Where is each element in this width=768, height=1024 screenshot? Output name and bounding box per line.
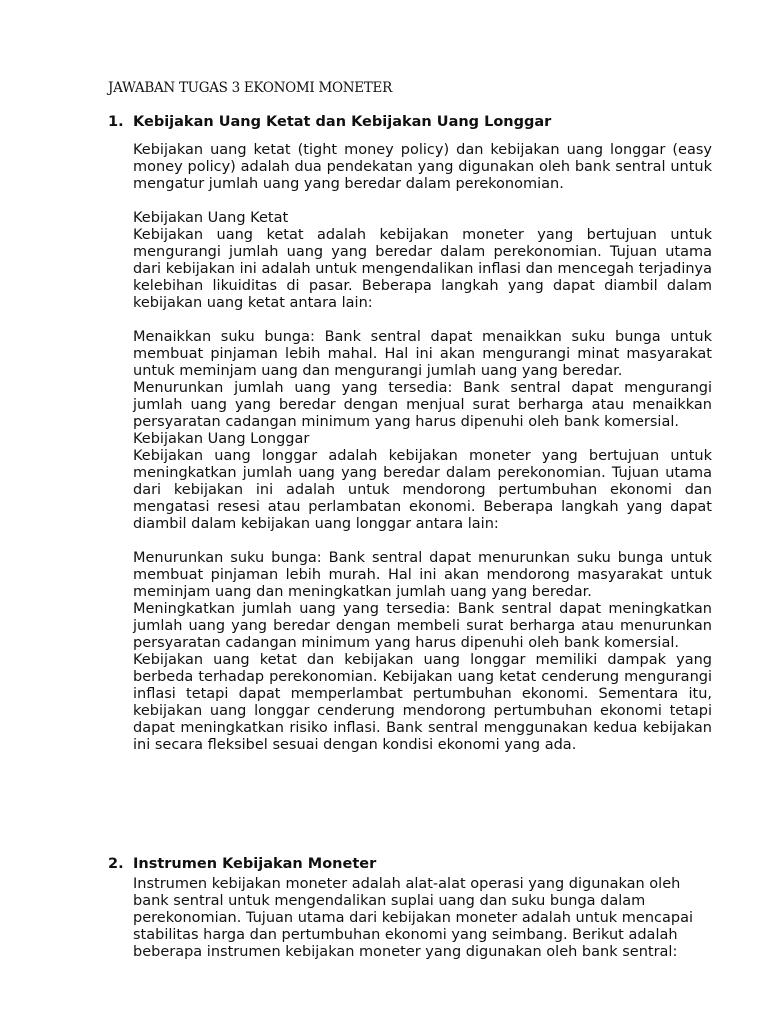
section-2-number: 2.: [108, 856, 124, 872]
ketat-step-jumlah-uang: Menurunkan jumlah uang yang tersedia: Bank sentral dapat mengurangi jumlah uang yang beredar dengan menjual surat berharga atau menaikkan persyaratan cadangan minimum yang harus dipenuhi oleh bank komersial.: [133, 380, 712, 430]
document-title: JAWABAN TUGAS 3 EKONOMI MONETER: [108, 80, 392, 96]
subheading-uang-ketat: Kebijakan Uang Ketat: [133, 210, 289, 226]
uang-longgar-paragraph: Kebijakan uang longgar adalah kebijakan moneter yang bertujuan untuk meningkatkan jumlah uang yang beredar dalam perekonomian. Tujuan utama dari kebijakan ini adalah untuk mendorong pertumbuhan ekonomi dan mengatasi resesi atau perlambatan ekonomi. Beberapa langkah yang dapat diambil dalam kebijakan uang longgar antara lain:: [133, 448, 712, 532]
subheading-uang-longgar: Kebijakan Uang Longgar: [133, 431, 310, 447]
ketat-step-suku-bunga: Menaikkan suku bunga: Bank sentral dapat menaikkan suku bunga untuk membuat pinjaman lebih mahal. Hal ini akan mengurangi minat masyarakat untuk meminjam uang dan mengurangi jumlah uang yang beredar.: [133, 329, 712, 379]
paragraph-spacer: [133, 193, 712, 210]
section-2-title: Instrumen Kebijakan Moneter: [133, 856, 377, 872]
intro-paragraph: Kebijakan uang ketat (tight money policy) dan kebijakan uang longgar (easy money policy) adalah dua pendekatan yang digunakan oleh bank sentral untuk mengatur jumlah uang yang beredar dalam perekonomian.: [133, 142, 712, 192]
instrumen-paragraph: Instrumen kebijakan moneter adalah alat-alat operasi yang digunakan oleh bank sentral untuk mengendalikan suplai uang dan suku bunga dalam perekonomian. Tujuan utama dari kebijakan moneter adalah untuk mencapai stabilitas harga dan pertumbuhan ekonomi yang seimbang. Berikut adalah beberapa instrumen kebijakan moneter yang digunakan oleh bank sentral:: [133, 876, 693, 960]
paragraph-spacer: [133, 312, 712, 329]
longgar-step-jumlah-uang: Meningkatkan jumlah uang yang tersedia: Bank sentral dapat meningkatkan jumlah uang yang beredar dengan membeli surat berharga atau menurunkan persyaratan cadangan minimum yang harus dipenuhi oleh bank komersial.: [133, 601, 712, 651]
conclusion-paragraph: Kebijakan uang ketat dan kebijakan uang longgar memiliki dampak yang berbeda terhadap perekonomian. Kebijakan uang ketat cenderung mengurangi inflasi tetapi dapat memperlambat pertumbuhan ekonomi. Sementara itu, kebijakan uang longgar cenderung mendorong pertumbuhan ekonomi tetapi dapat meningkatkan risiko inflasi. Bank sentral menggunakan kedua kebijakan ini secara fleksibel sesuai dengan kondisi ekonomi yang ada.: [133, 652, 712, 753]
section-1-title: Kebijakan Uang Ketat dan Kebijakan Uang Longgar: [133, 114, 552, 130]
section-2-heading: [108, 856, 376, 873]
section-1-number: 1.: [108, 114, 124, 130]
section-1-body: [133, 142, 712, 754]
longgar-step-suku-bunga: Menurunkan suku bunga: Bank sentral dapat menurunkan suku bunga untuk membuat pinjaman lebih murah. Hal ini akan mendorong masyarakat untuk meminjam uang dan meningkatkan jumlah uang yang beredar.: [133, 550, 712, 600]
section-1-heading: [108, 114, 551, 131]
paragraph-spacer: [133, 533, 712, 550]
section-2-body: [133, 876, 712, 961]
uang-ketat-paragraph: Kebijakan uang ketat adalah kebijakan moneter yang bertujuan untuk mengurangi jumlah uang yang beredar dalam perekonomian. Tujuan utama dari kebijakan ini adalah untuk mengendalikan inflasi dan mencegah terjadinya kelebihan likuiditas di pasar. Beberapa langkah yang dapat diambil dalam kebijakan uang ketat antara lain:: [133, 227, 712, 311]
